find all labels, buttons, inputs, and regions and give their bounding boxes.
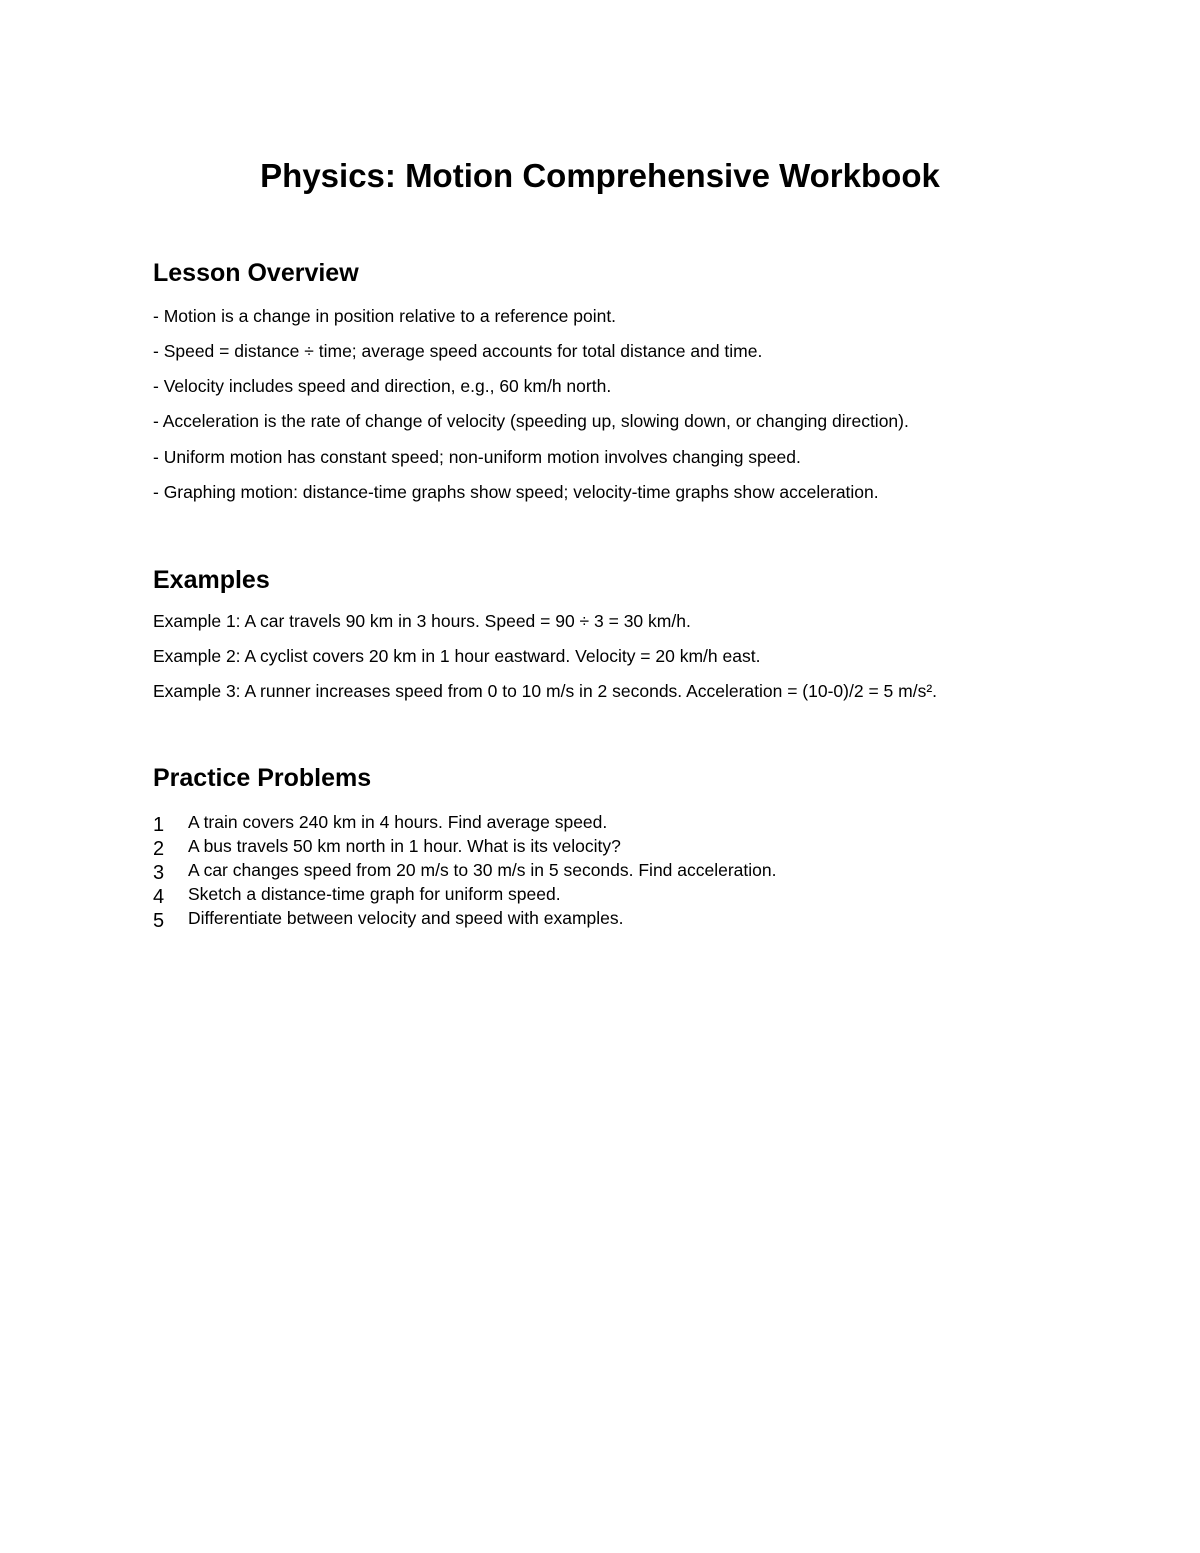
problem-text: A bus travels 50 km north in 1 hour. What is its velocity? [188,836,621,856]
problem-text: A car changes speed from 20 m/s to 30 m/s in 5 seconds. Find acceleration. [188,860,777,880]
problem-text: Sketch a distance-time graph for uniform speed. [188,884,561,904]
problem-number: 3 [153,862,165,884]
problem-number: 5 [153,910,165,932]
lesson-overview-heading: Lesson Overview [153,259,359,287]
overview-item: - Acceleration is the rate of change of velocity (speeding up, slowing down, or changing direction). [153,411,909,431]
example-item: Example 1: A car travels 90 km in 3 hours. Speed = 90 ÷ 3 = 30 km/h. [153,611,691,631]
example-item: Example 2: A cyclist covers 20 km in 1 hour eastward. Velocity = 20 km/h east. [153,646,761,666]
overview-item: - Velocity includes speed and direction, e.g., 60 km/h north. [153,376,612,396]
problem-text: Differentiate between velocity and speed with examples. [188,908,624,928]
example-item: Example 3: A runner increases speed from 0 to 10 m/s in 2 seconds. Acceleration = (10-0)/2 = 5 m/s². [153,681,938,701]
overview-item: - Uniform motion has constant speed; non-uniform motion involves changing speed. [153,447,801,467]
problem-number: 1 [153,814,165,836]
problem-number: 2 [153,838,165,860]
practice-problems-heading: Practice Problems [153,764,372,792]
overview-item: - Speed = distance ÷ time; average speed accounts for total distance and time. [153,341,763,361]
document-title: Physics: Motion Comprehensive Workbook [260,157,940,194]
overview-item: - Graphing motion: distance-time graphs show speed; velocity-time graphs show acceleration. [153,482,879,502]
overview-item: - Motion is a change in position relative to a reference point. [153,306,617,326]
examples-heading: Examples [153,566,270,594]
problem-number: 4 [153,886,165,908]
problem-text: A train covers 240 km in 4 hours. Find average speed. [188,812,608,832]
